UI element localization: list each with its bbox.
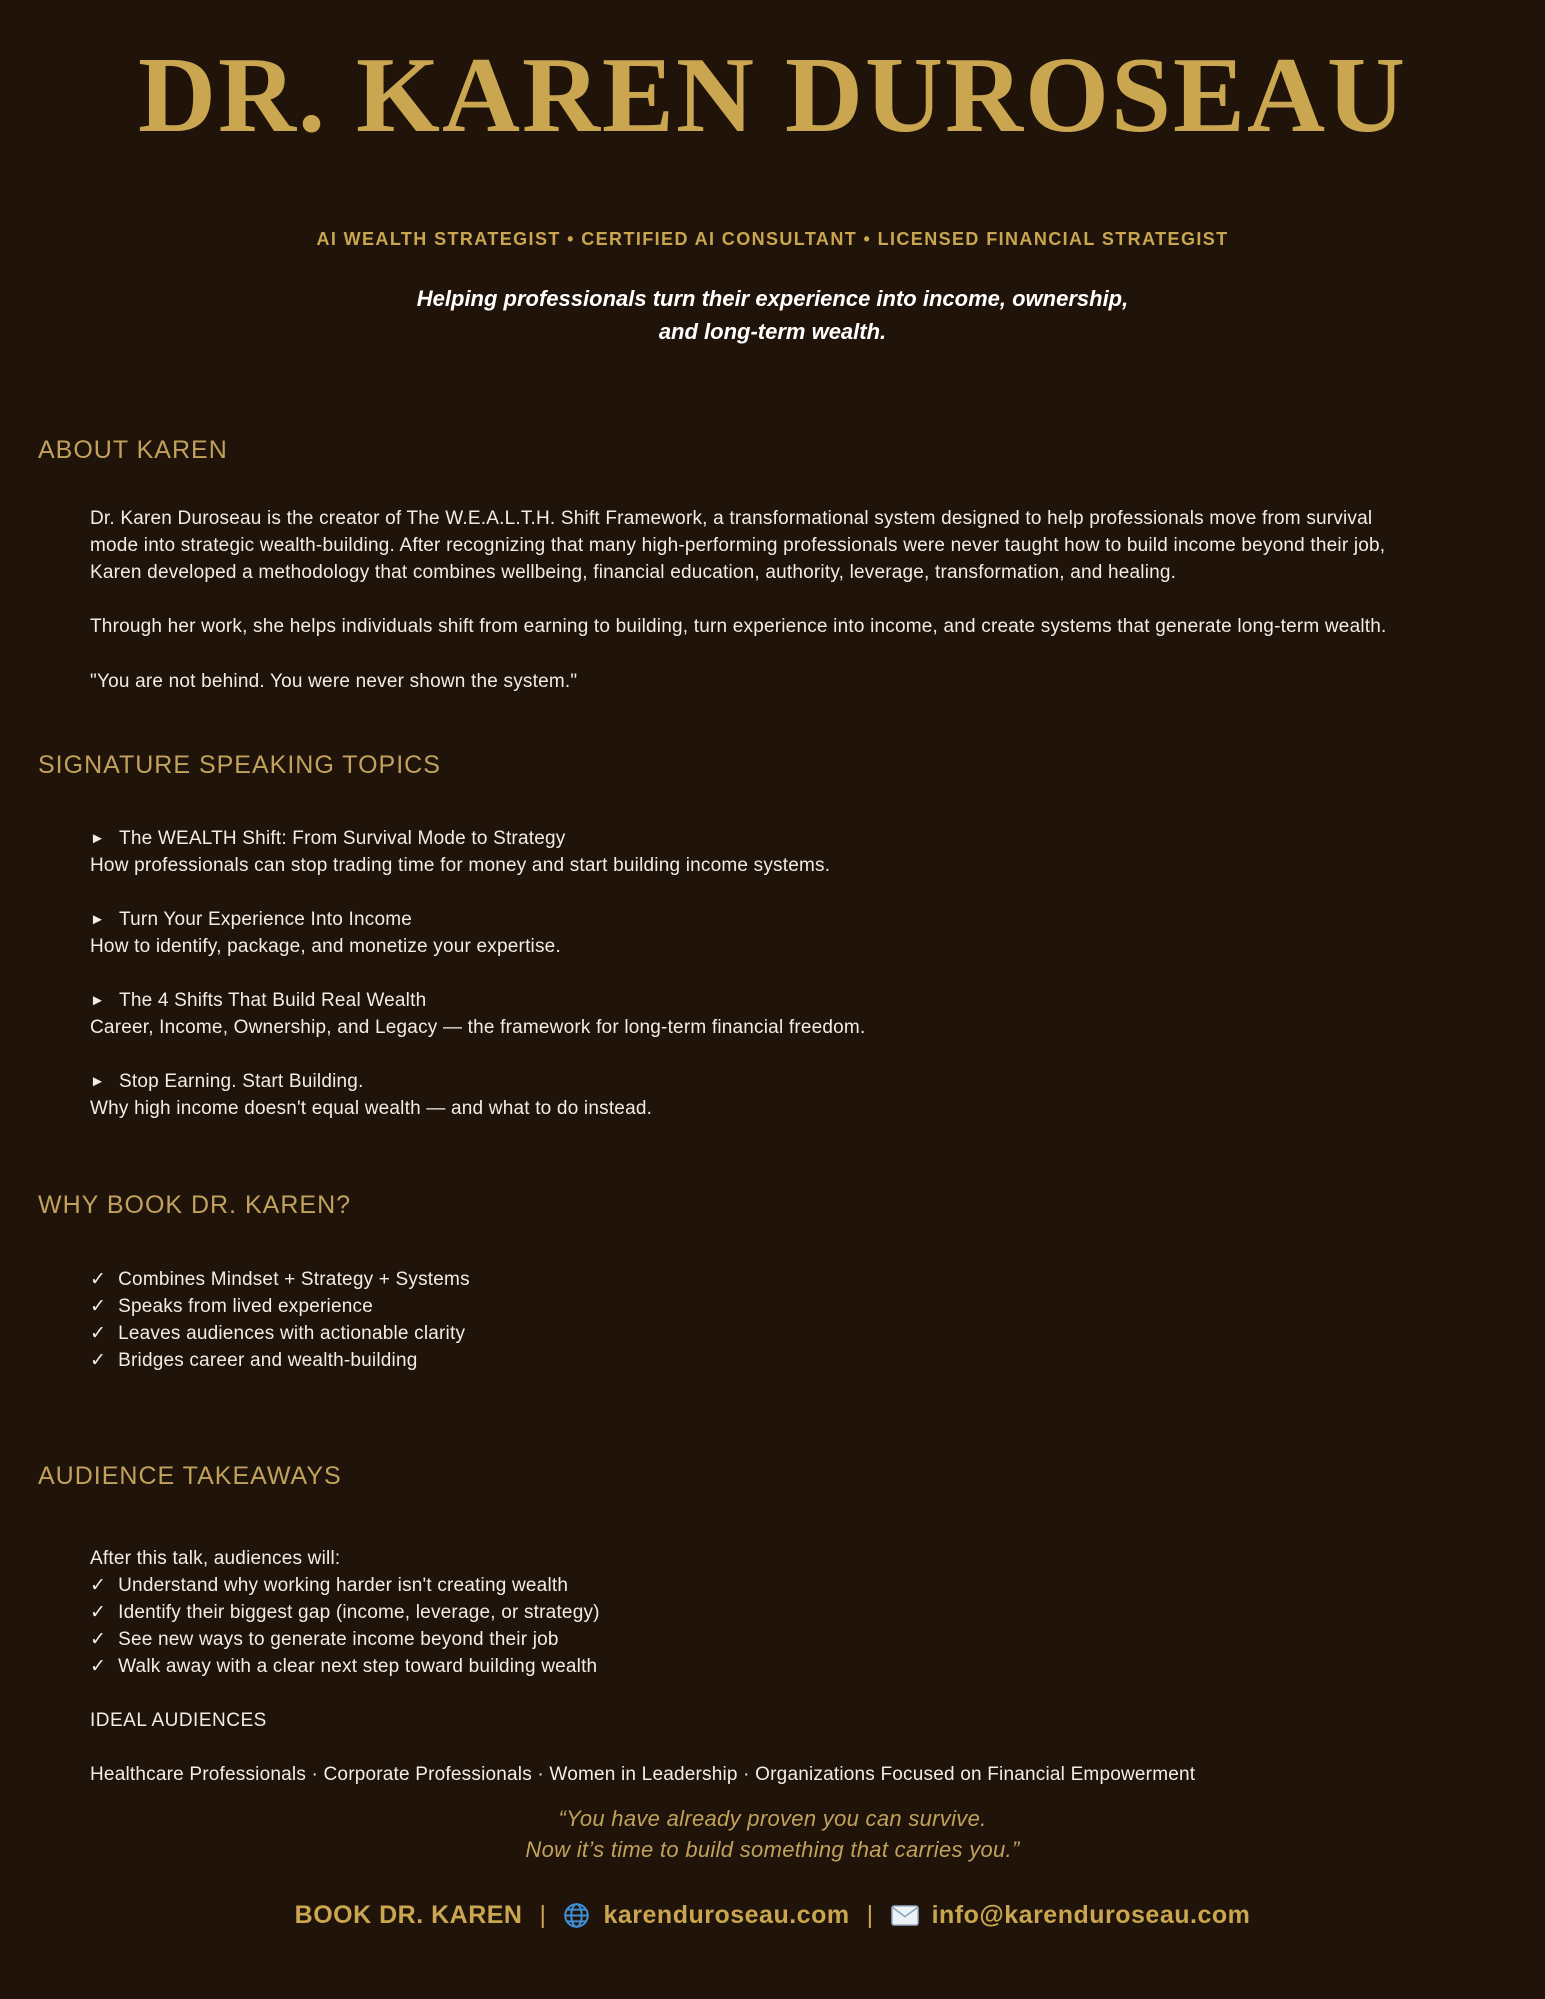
topic-title: Stop Earning. Start Building. bbox=[119, 1071, 364, 1092]
book-cta-label: BOOK DR. KAREN bbox=[294, 1901, 523, 1929]
closing-quote bbox=[0, 1803, 1545, 1865]
list-item-label: Speaks from lived experience bbox=[118, 1296, 373, 1317]
topic-title-row bbox=[90, 906, 1460, 933]
globe-icon bbox=[563, 1902, 590, 1929]
triangle-bullet-icon: ► bbox=[90, 911, 106, 928]
closing-quote-line-2: Now it’s time to build something that carries you.” bbox=[525, 1837, 1020, 1862]
check-icon: ✓ bbox=[90, 1296, 107, 1317]
list-item-label: Bridges career and wealth-building bbox=[118, 1350, 418, 1371]
topic-title-row bbox=[90, 825, 1460, 852]
topic-title: The WEALTH Shift: From Survival Mode to Strategy bbox=[119, 828, 566, 849]
check-icon: ✓ bbox=[90, 1602, 107, 1623]
topic-title-row bbox=[90, 987, 1460, 1014]
check-icon: ✓ bbox=[90, 1575, 107, 1596]
ideal-audiences-heading: IDEAL AUDIENCES bbox=[90, 1710, 267, 1731]
check-icon: ✓ bbox=[90, 1350, 107, 1371]
topic-description: Why high income doesn't equal wealth — and what to do instead. bbox=[90, 1098, 653, 1119]
section-heading-about: ABOUT KAREN bbox=[38, 436, 228, 464]
triangle-bullet-icon: ► bbox=[90, 1073, 106, 1090]
check-icon: ✓ bbox=[90, 1629, 107, 1650]
list-item bbox=[90, 1626, 1460, 1653]
takeaways-intro: After this talk, audiences will: bbox=[90, 1548, 341, 1569]
triangle-bullet-icon: ► bbox=[90, 830, 106, 847]
topic-item bbox=[90, 987, 1460, 1041]
topic-description: How to identify, package, and monetize your expertise. bbox=[90, 936, 561, 957]
list-item-label: Combines Mindset + Strategy + Systems bbox=[118, 1269, 470, 1290]
ideal-audiences-line: Healthcare Professionals · Corporate Professionals · Women in Leadership · Organizations Focused on Financial Empowerment bbox=[90, 1764, 1196, 1785]
email-link[interactable]: info@karenduroseau.com bbox=[931, 1901, 1251, 1929]
list-item bbox=[90, 1653, 1460, 1680]
email-icon bbox=[891, 1905, 919, 1926]
tagline-line-2: and long-term wealth. bbox=[658, 319, 887, 344]
topic-item bbox=[90, 906, 1460, 960]
check-icon: ✓ bbox=[90, 1269, 107, 1290]
page-title: DR. KAREN DUROSEAU bbox=[137, 36, 1408, 155]
about-paragraph-1: Dr. Karen Duroseau is the creator of The W.E.A.L.T.H. Shift Framework, a transformational system designed to help professionals move from survival mode into strategic wealth-building. After recognizing that many high-performing professionals were never taught how to build income beyond their job, Karen developed a methodology that combines wellbeing, financial education, authority, leverage, transformation, and healing. bbox=[90, 508, 1386, 583]
list-item-label: Leaves audiences with actionable clarity bbox=[118, 1323, 466, 1344]
footer-contact-bar bbox=[0, 1901, 1545, 1930]
website-link[interactable]: karenduroseau.com bbox=[603, 1901, 850, 1929]
list-item-label: Understand why working harder isn't creating wealth bbox=[118, 1575, 569, 1596]
topic-description: Career, Income, Ownership, and Legacy — the framework for long-term financial freedom. bbox=[90, 1017, 866, 1038]
separator: | bbox=[866, 1901, 874, 1929]
takeaways-list bbox=[90, 1545, 1460, 1680]
about-paragraph-2: Through her work, she helps individuals shift from earning to building, turn experience into income, and create systems that generate long-term wealth. bbox=[90, 616, 1387, 637]
list-item-label: Walk away with a clear next step toward building wealth bbox=[118, 1656, 598, 1677]
list-item bbox=[90, 1293, 1460, 1320]
triangle-bullet-icon: ► bbox=[90, 992, 106, 1009]
list-item bbox=[90, 1320, 1460, 1347]
list-item bbox=[90, 1599, 1460, 1626]
list-item bbox=[90, 1266, 1460, 1293]
topic-description: How professionals can stop trading time for money and start building income systems. bbox=[90, 855, 831, 876]
topic-item bbox=[90, 825, 1460, 879]
why-book-list bbox=[90, 1266, 1460, 1374]
section-heading-topics: SIGNATURE SPEAKING TOPICS bbox=[38, 751, 441, 779]
section-heading-takeaways: AUDIENCE TAKEAWAYS bbox=[38, 1462, 342, 1490]
tagline-line-1: Helping professionals turn their experience into income, ownership, bbox=[416, 286, 1129, 311]
topic-title-row bbox=[90, 1068, 1460, 1095]
topic-item bbox=[90, 1068, 1460, 1122]
topic-title: Turn Your Experience Into Income bbox=[119, 909, 413, 930]
about-quote: "You are not behind. You were never shown the system." bbox=[90, 671, 578, 692]
topic-title: The 4 Shifts That Build Real Wealth bbox=[119, 990, 427, 1011]
list-item-label: See new ways to generate income beyond their job bbox=[118, 1629, 559, 1650]
list-item-label: Identify their biggest gap (income, leverage, or strategy) bbox=[118, 1602, 600, 1623]
tagline bbox=[0, 282, 1545, 348]
section-heading-why-book: WHY BOOK DR. KAREN? bbox=[38, 1191, 352, 1219]
check-icon: ✓ bbox=[90, 1656, 107, 1677]
list-item bbox=[90, 1347, 1460, 1374]
separator: | bbox=[539, 1901, 547, 1929]
list-item bbox=[90, 1572, 1460, 1599]
credentials-line: AI WEALTH STRATEGIST • CERTIFIED AI CONSULTANT • LICENSED FINANCIAL STRATEGIST bbox=[316, 229, 1229, 249]
check-icon: ✓ bbox=[90, 1323, 107, 1344]
closing-quote-line-1: “You have already proven you can survive. bbox=[558, 1806, 987, 1831]
